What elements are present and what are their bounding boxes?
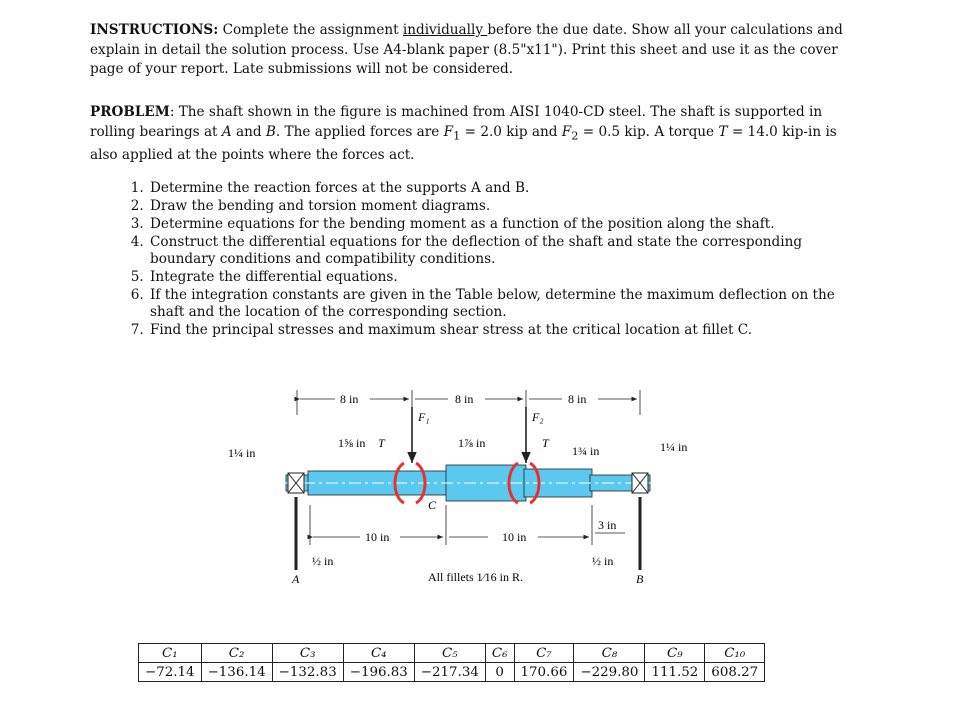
table-header-cell: C₅	[414, 644, 485, 663]
problem-text-a: : The shaft shown in the figure is machined from AISI 1040-CD steel. The shaft is supported in rolling bearings at	[90, 104, 823, 140]
half-in-right: ½ in	[592, 554, 614, 568]
table-cell: 170.66	[514, 663, 574, 682]
table-header-cell: C₂	[201, 644, 272, 663]
table-header-cell: C₇	[514, 644, 574, 663]
table-header-cell: C₁	[139, 644, 202, 663]
instructions-label: INSTRUCTIONS:	[90, 22, 219, 38]
dim-8in-3: 8 in	[568, 392, 587, 406]
table-cell: −72.14	[139, 663, 202, 682]
label-f2: F₂	[532, 410, 544, 424]
table-cell: −132.83	[272, 663, 343, 682]
diam-1-78: 1⅞ in	[458, 436, 486, 450]
table-cell: −196.83	[343, 663, 414, 682]
label-torque-1: T	[378, 436, 385, 450]
problem-f1-value: = 2.0 kip and	[460, 123, 562, 140]
label-c: C	[428, 498, 437, 512]
table-row	[139, 663, 765, 682]
diam-1-58: 1⅝ in	[338, 436, 366, 450]
table-header-cell: C₆	[485, 644, 514, 663]
fillets-note: All fillets 1⁄16 in R.	[428, 570, 524, 584]
bearing-a	[288, 473, 304, 493]
instructions-text-b: before the due date. Show all your calculations and explain in detail the solution process. Use A4-blank paper (8.5"x11"). Print this sheet and use it as the cover page of your report. Late submissions will not be considered.	[90, 22, 843, 77]
table-header-cell: C₁₀	[705, 644, 765, 663]
problem-label: PROBLEM	[90, 104, 170, 120]
problem-f2: F	[561, 123, 572, 140]
table-cell: −229.80	[574, 663, 645, 682]
table-cell: −217.34	[414, 663, 485, 682]
bearing-b	[632, 473, 648, 493]
step-item: 5. Integrate the differential equations.	[148, 269, 868, 286]
problem-text-b: . The applied forces are	[275, 123, 444, 140]
step-item: 7. Find the principal stresses and maximum shear stress at the critical location at fillet C.	[148, 322, 868, 339]
table-header-cell: C₉	[645, 644, 705, 663]
problem-torque: T	[718, 123, 728, 140]
table-header-cell: C₃	[272, 644, 343, 663]
label-a: A	[292, 572, 300, 586]
table-header-cell: C₄	[343, 644, 414, 663]
dim-8in-2: 8 in	[455, 392, 474, 406]
step-item: 4. Construct the differential equations for the deflection of the shaft and state the corresponding boundary conditions and compatibility conditions.	[148, 234, 868, 268]
problem-torque-value: = 14.0 kip-in is also applied at the points where the forces act.	[90, 123, 837, 163]
label-b: B	[636, 572, 644, 586]
step-item: 6. If the integration constants are given in the Table below, determine the maximum deflection on the shaft and the location of the corresponding section.	[148, 287, 868, 321]
diam-1-14-right: 1¼ in	[660, 440, 688, 454]
instructions-underlined: individually	[402, 22, 488, 38]
dim-8in-1: 8 in	[340, 392, 359, 406]
shaft-figure	[220, 385, 690, 600]
diam-1-14-left: 1¼ in	[228, 446, 256, 460]
bottom-dimensions	[310, 505, 625, 545]
label-torque-2: T	[542, 436, 549, 450]
problem-f1-sub: 1	[453, 128, 461, 143]
problem-f2-value: = 0.5 kip. A torque	[578, 123, 719, 140]
dim-3in: 3 in	[598, 518, 617, 532]
problem-f1: F	[443, 123, 454, 140]
diam-1-34: 1¾ in	[572, 444, 600, 458]
table-cell: −136.14	[201, 663, 272, 682]
step-item: 2. Draw the bending and torsion moment diagrams.	[148, 198, 868, 215]
steps-list	[118, 180, 868, 340]
instructions-paragraph	[90, 21, 860, 80]
dim-10in-1: 10 in	[365, 530, 390, 544]
label-f1: F₁	[418, 410, 430, 424]
shaft-body	[280, 465, 660, 501]
problem-point-a: A	[221, 123, 232, 140]
table-header-cell: C₈	[574, 644, 645, 663]
problem-and: and	[231, 123, 266, 140]
instructions-text-a: Complete the assignment	[218, 22, 403, 38]
problem-paragraph	[90, 103, 860, 165]
step-item: 3. Determine equations for the bending moment as a function of the position along the shaft.	[148, 216, 868, 233]
table-header-row	[139, 644, 765, 663]
integration-constants-table	[138, 643, 765, 682]
step-item: 1. Determine the reaction forces at the supports A and B.	[148, 180, 868, 197]
table-cell: 111.52	[645, 663, 705, 682]
problem-point-b: B	[265, 123, 276, 140]
dim-10in-2: 10 in	[502, 530, 527, 544]
table-cell: 608.27	[705, 663, 765, 682]
problem-f2-sub: 2	[571, 128, 579, 143]
half-in-left: ½ in	[312, 554, 334, 568]
table-cell: 0	[485, 663, 514, 682]
